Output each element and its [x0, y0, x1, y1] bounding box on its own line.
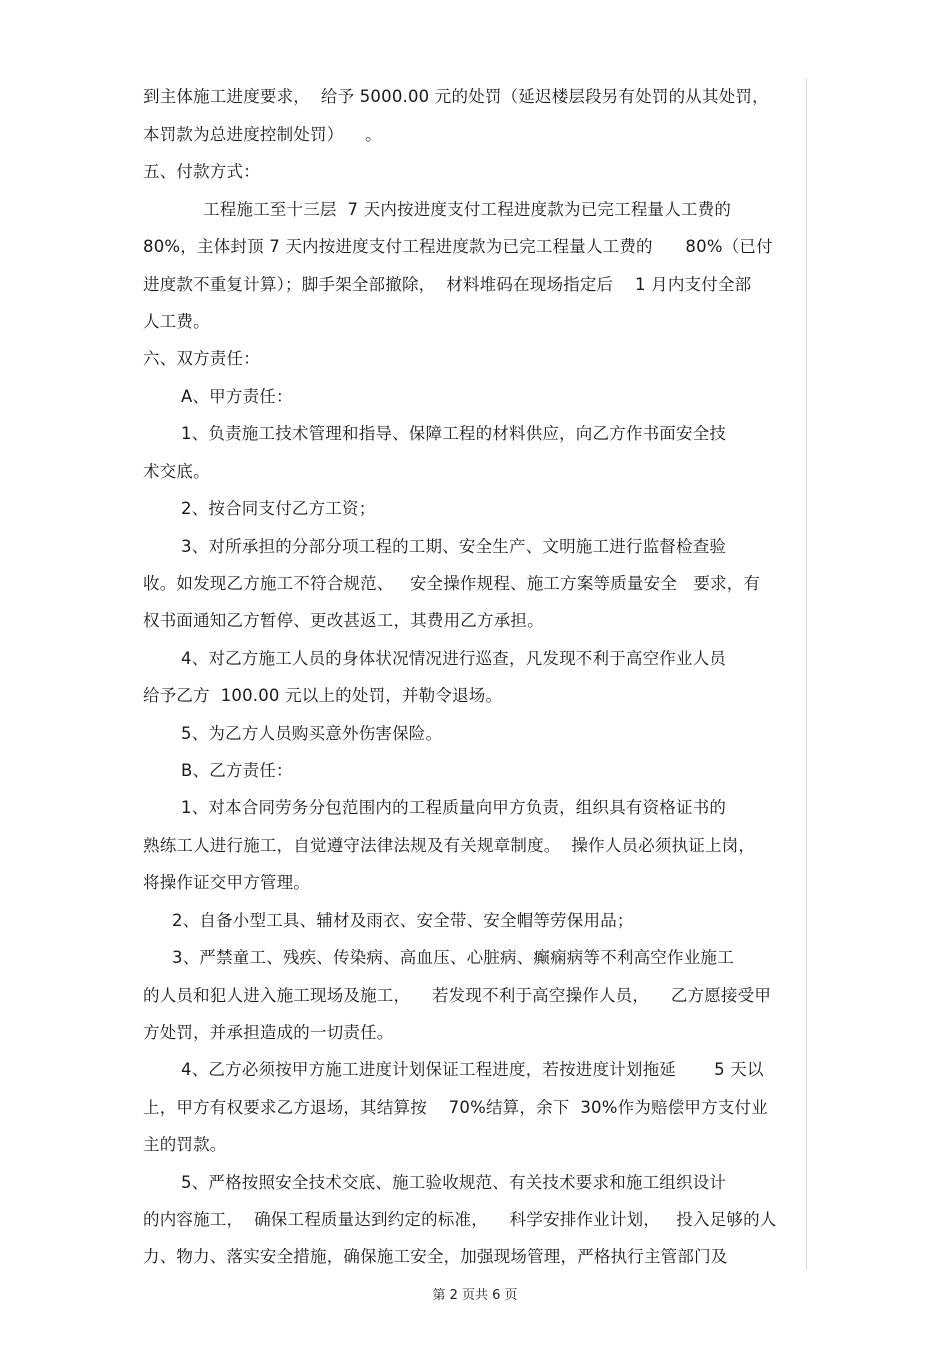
text-line: 上，甲方有权要求乙方退场，其结算按 70%结算，余下 30%作为赔偿甲方支付业 [143, 1098, 768, 1117]
text-line: 3、对所承担的分部分项工程的工期、安全生产、文明施工进行监督检查验 [181, 537, 727, 556]
text-line: 人工费。 [143, 312, 210, 331]
text-line: 5、严格按照安全技术交底、施工验收规范、有关技术要求和施工组织设计 [181, 1173, 727, 1192]
text-line: 熟练工人进行施工，自觉遵守法律法规及有关规章制度。 操作人员必须执证上岗， [143, 836, 756, 855]
text-line: 权书面通知乙方暂停、更改甚返工，其费用乙方承担。 [143, 611, 544, 630]
text-line: 2、自备小型工具、辅材及雨衣、安全带、安全帽等劳保用品； [172, 911, 634, 930]
subsection-heading: B、乙方责任： [181, 761, 293, 780]
section-heading: 六、双方责任： [143, 349, 260, 368]
text-line: 术交底。 [143, 462, 210, 481]
text-line: 1、对本合同劳务分包范围内的工程质量向甲方负责，组织具有资格证书的 [181, 798, 727, 817]
page-number: 第 2 页共 6 页 [432, 1288, 518, 1303]
text-line: 力、物力、落实安全措施，确保施工安全，加强现场管理，严格执行主管部门及 [143, 1247, 728, 1266]
text-line: 将操作证交甲方管理。 [143, 873, 310, 892]
text-line: 的内容施工， 确保工程质量达到约定的标准， 科学安排作业计划， 投入足够的人 [143, 1210, 777, 1229]
text-line: 主的罚款。 [143, 1135, 227, 1154]
text-line: 本罚款为总进度控制处罚） 。 [143, 125, 382, 144]
text-line: 的人员和犯人进入施工现场及施工， 若发现不利于高空操作人员， 乙方愿接受甲 [143, 986, 772, 1005]
text-line: 到主体施工进度要求， 给予 5000.00 元的处罚（延迟楼层段另有处罚的从其处罚， [143, 87, 769, 106]
text-line: 工程施工至十三层 7 天内按进度支付工程进度款为已完工程量人工费的 [203, 200, 732, 219]
text-line: 4、乙方必须按甲方施工进度计划保证工程进度，若按进度计划拖延 5 天以 [181, 1060, 764, 1079]
section-heading: 五、付款方式： [143, 162, 260, 181]
text-line: 2、按合同支付乙方工资； [181, 499, 376, 518]
text-line: 1、负责施工技术管理和指导、保障工程的材料供应，向乙方作书面安全技 [181, 424, 727, 443]
text-line: 给予乙方 100.00 元以上的处罚，并勒令退场。 [143, 686, 503, 705]
subsection-heading: A、甲方责任： [181, 387, 293, 406]
page-margin-line [806, 78, 807, 1270]
text-line: 方处罚，并承担造成的一切责任。 [143, 1023, 394, 1042]
text-line: 5、为乙方人员购买意外伤害保险。 [181, 724, 443, 743]
text-line: 4、对乙方施工人员的身体状况情况进行巡查，凡发现不利于高空作业人员 [181, 649, 727, 668]
text-line: 进度款不重复计算）；脚手架全部撤除， 材料堆码在现场指定后 1 月内支付全部 [143, 275, 752, 294]
text-line: 80%，主体封顶 7 天内按进度支付工程进度款为已完工程量人工费的 80%（已付 [143, 237, 773, 256]
text-line: 3、严禁童工、残疾、传染病、高血压、心脏病、癫痫病等不利高空作业施工 [172, 948, 734, 967]
text-line: 收。如发现乙方施工不符合规范、 安全操作规程、施工方案等质量安全 要求，有 [143, 574, 761, 593]
